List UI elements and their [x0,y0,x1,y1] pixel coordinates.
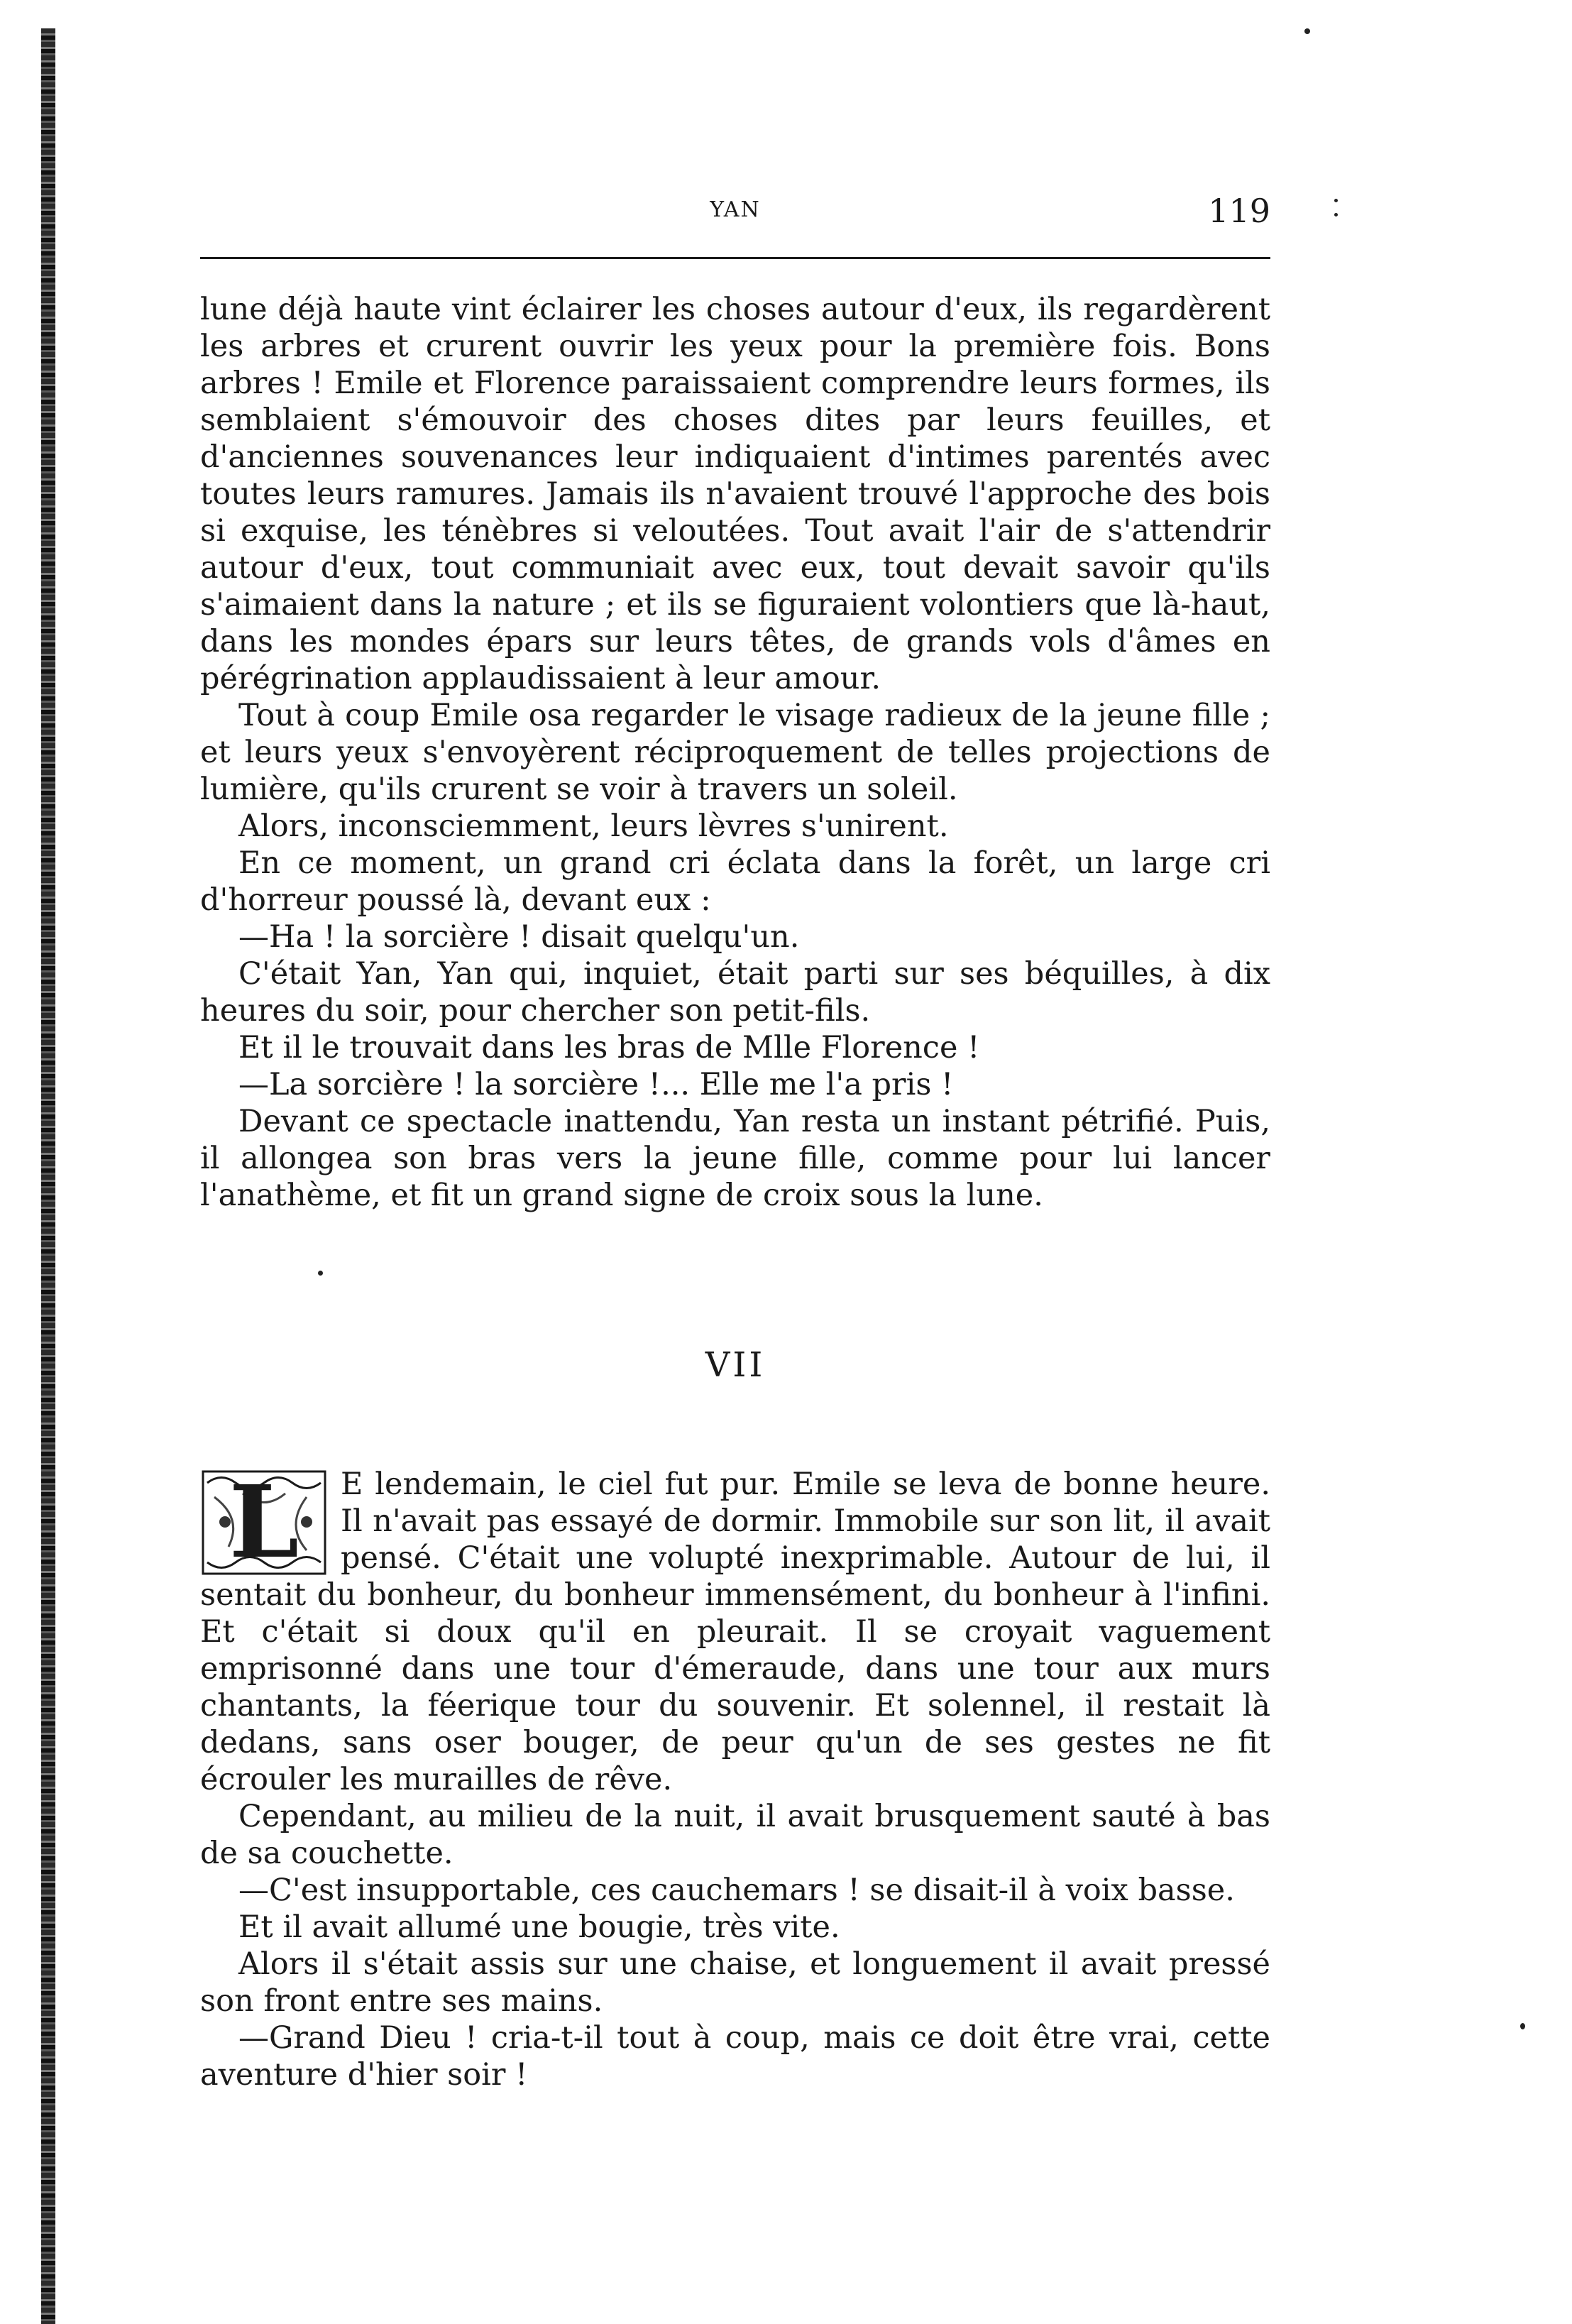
paragraph: Devant ce spectacle inattendu, Yan resta un instant pétrifié. Puis, il allongea son bras vers la jeune fille, comme pour lui lancer l'anathème, et fit un grand signe de croix sous la lune. [200,1104,1270,1213]
paragraph: E lendemain, le ciel fut pur. Emile se leva de bonne heure. Il n'avait pas essayé de dormir. Immobile sur son lit, il avait pensé. C'était une volupté inexprimable. Autour de lui, il sentait du bonheur, du bonheur immensément, du bonheur à l'infini. Et c'était si doux qu'il en pleurait. Il se croyait vaguement emprisonné dans une tour d'émeraude, dans une tour aux murs chantants, la féerique tour du souvenir. Et solennel, il restait là dedans, sans oser bouger, de peur qu'un de ses gestes ne fit écrouler les murailles de rêve. [200,1467,1270,1797]
print-speck [1304,28,1310,34]
paragraph: Alors il s'était assis sur une chaise, et longuement il avait pressé son front entre ses mains. [200,1946,1270,2019]
chapter-heading: VII [705,1345,766,1385]
paragraph: —Ha ! la sorcière ! disait quelqu'un. [238,919,800,955]
paragraph: Cependant, au milieu de la nuit, il avait brusquement sauté à bas de sa couchette. [200,1799,1270,1871]
print-speck [1334,199,1338,202]
paragraph: En ce moment, un grand cri éclata dans la forêt, un large cri d'horreur poussé là, devant eux : [200,845,1270,918]
running-title: YAN [710,197,761,222]
paragraph: Et il avait allumé une bougie, très vite. [238,1909,840,1945]
print-speck [318,1271,323,1276]
paragraph: —La sorcière ! la sorcière !... Elle me l'a pris ! [238,1067,954,1102]
chapter-first-paragraph [200,1466,1270,1798]
header-rule [200,257,1270,259]
print-speck [1334,213,1338,216]
page-number: 119 [1208,192,1270,230]
paragraph: —Grand Dieu ! cria-t-il tout à coup, mais ce doit être vrai, cette aventure d'hier soir ! [200,2020,1270,2093]
print-speck [1520,2023,1525,2029]
drop-cap-letter: L [229,1464,299,1581]
paragraph: Alors, inconsciemment, leurs lèvres s'unirent. [238,809,949,844]
paragraph: lune déjà haute vint éclairer les choses autour d'eux, ils regardèrent les arbres et crurent ouvrir les yeux pour la première fois. Bons arbres ! Emile et Florence paraissaient comprendre leurs formes, ils semblaient s'émouvoir des choses dites par leurs feuilles, et d'anciennes souvenances leur indiquaient d'intimes parentés avec toutes leurs ramures. Jamais ils n'avaient trouvé l'approche des bois si exquise, les ténèbres si veloutées. Tout avait l'air de s'attendrir autour d'eux, tout communiait avec eux, tout devait savoir qu'ils s'aimaient dans la nature ; et ils se figuraient volontiers que là-haut, dans les mondes épars sur leurs têtes, de grands vols d'âmes en pérégrination applaudissaient à leur amour. [200,292,1270,696]
paragraph: —C'est insupportable, ces cauchemars ! se disait-il à voix basse. [238,1873,1235,1908]
ornamental-drop-cap [200,1464,328,1581]
binding-edge [41,28,55,2324]
running-head [200,192,1270,234]
paragraph: C'était Yan, Yan qui, inquiet, était parti sur ses béquilles, à dix heures du soir, pour chercher son petit-fils. [200,956,1270,1029]
paragraph: Et il le trouvait dans les bras de Mlle Florence ! [238,1030,980,1065]
body-text [200,291,1270,1214]
chapter-text [200,1466,1270,2093]
paragraph: Tout à coup Emile osa regarder le visage radieux de la jeune fille ; et leurs yeux s'envoyèrent réciproquement de telles projections de lumière, qu'ils crurent se voir à travers un soleil. [200,698,1270,807]
